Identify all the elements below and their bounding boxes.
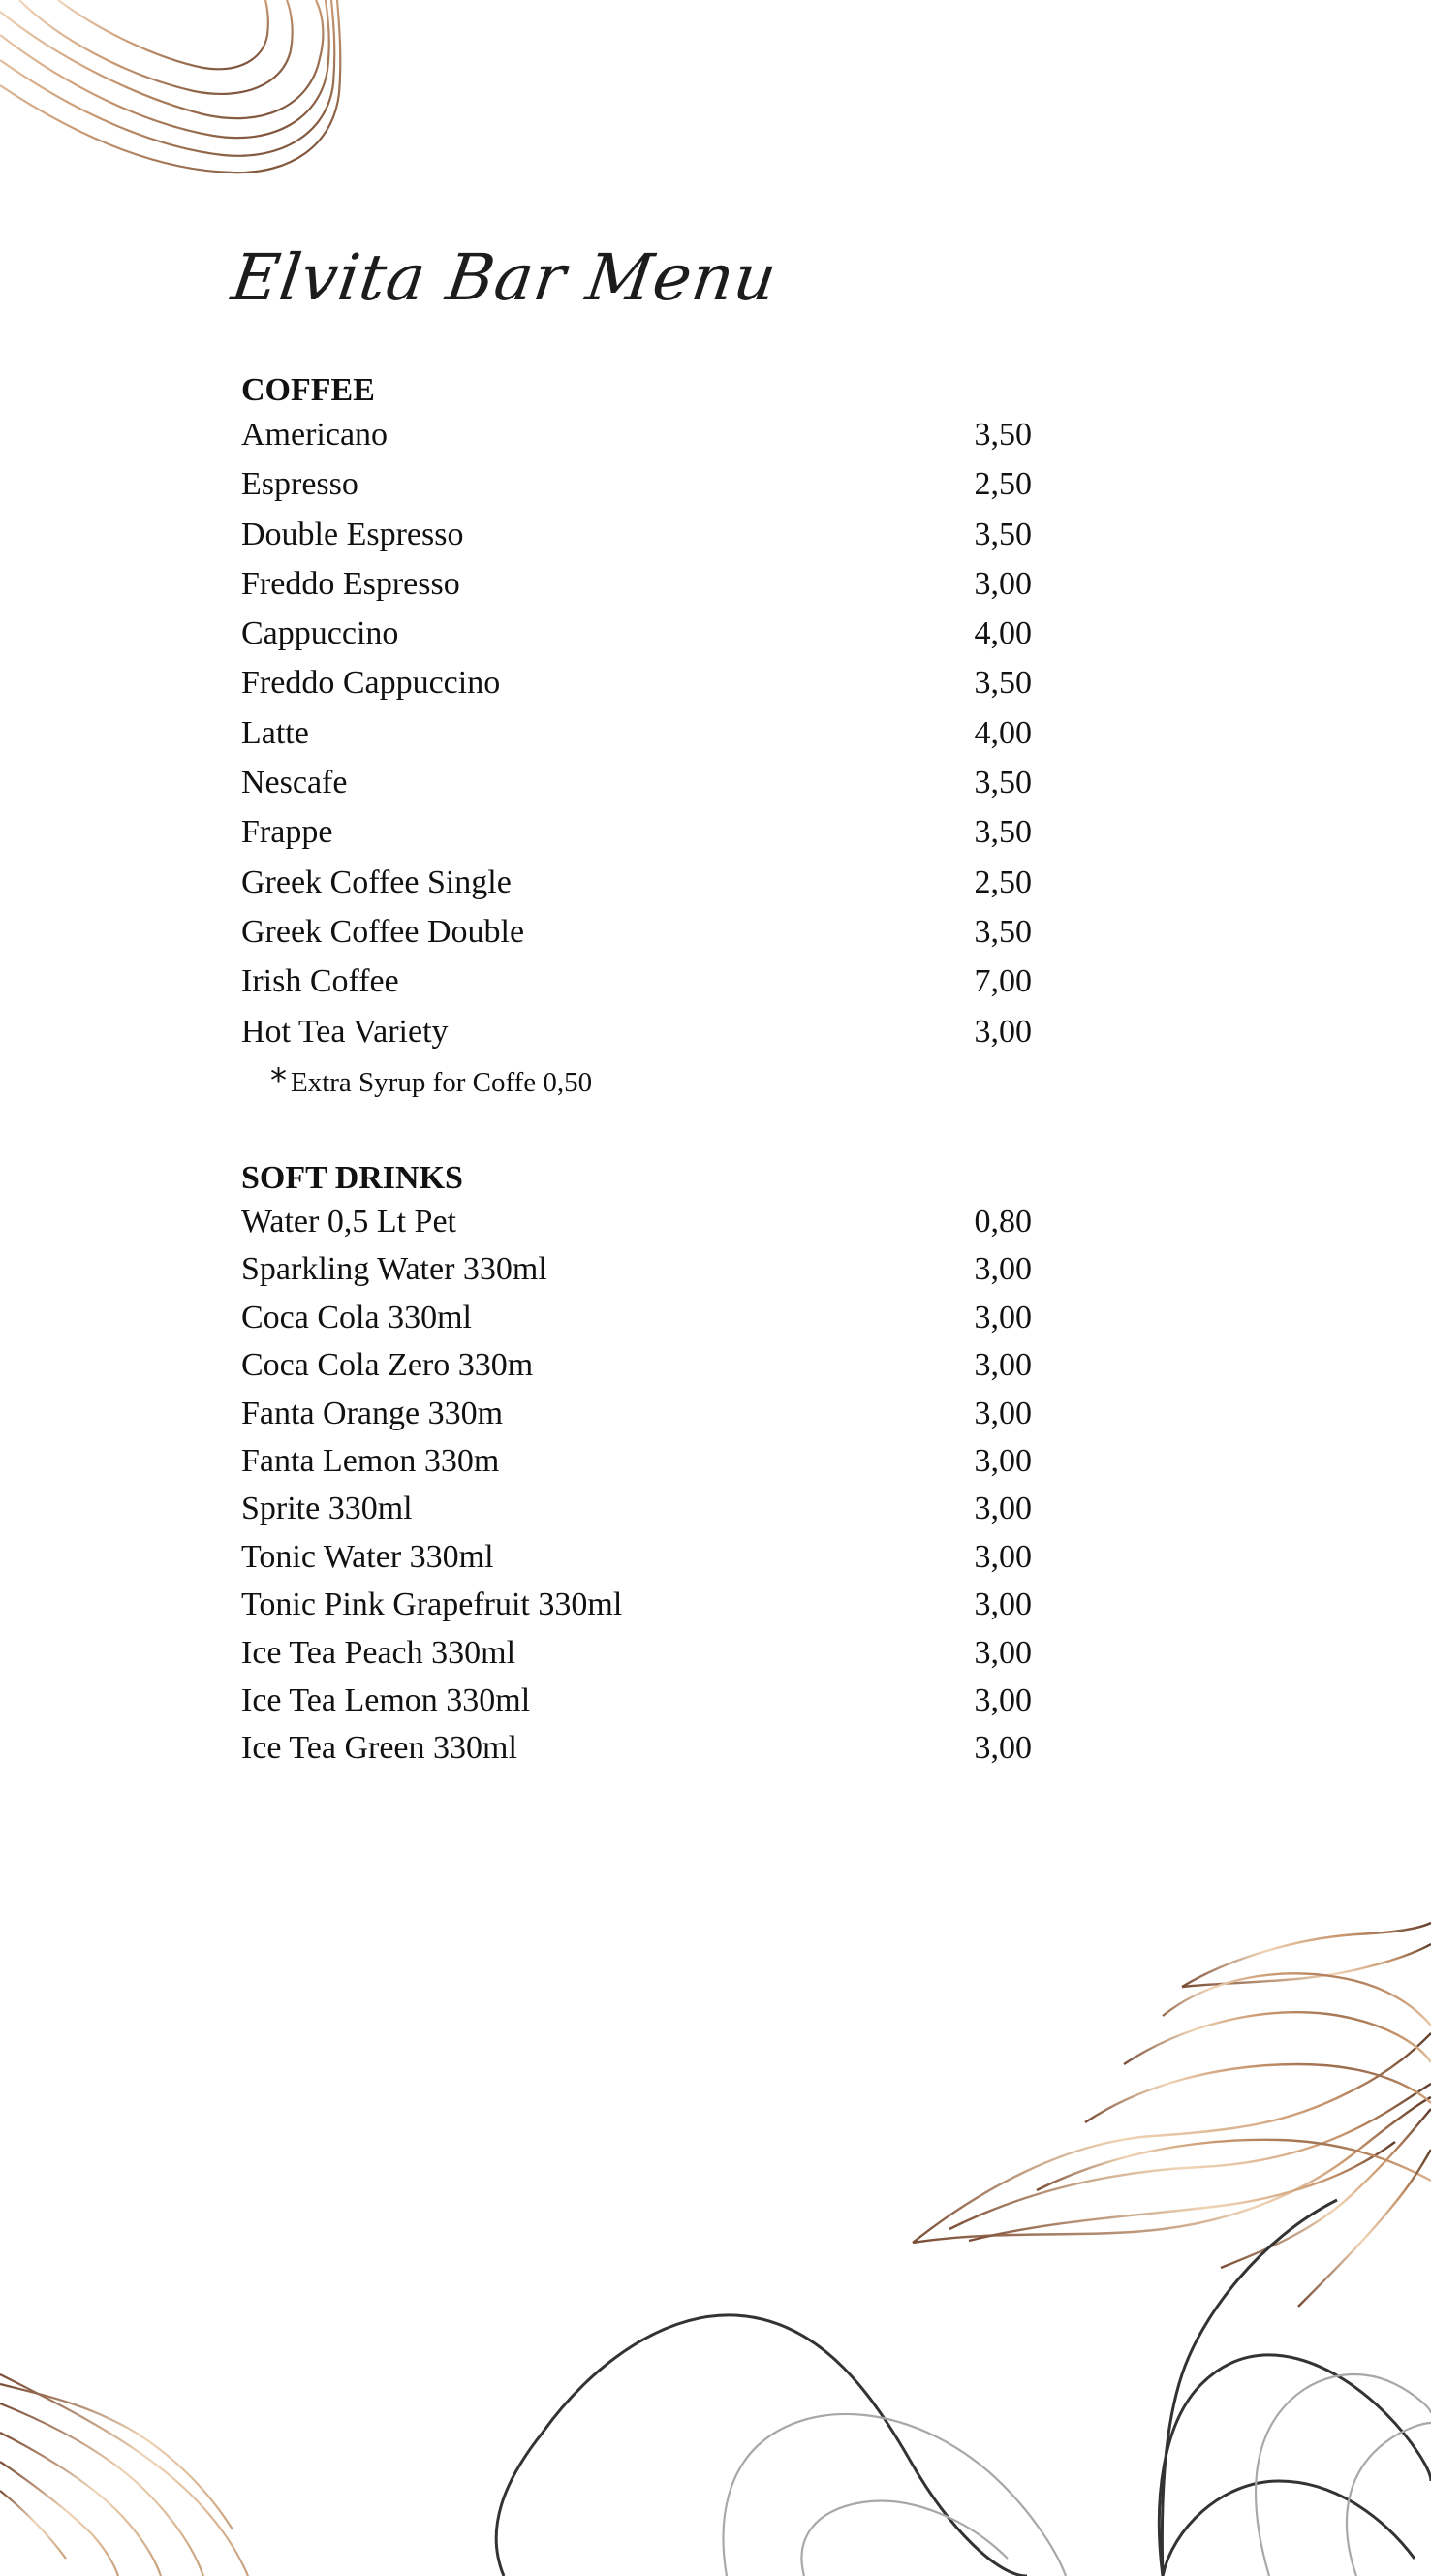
decorative-leaf-top-left (0, 0, 349, 184)
item-price: 3,00 (974, 1730, 1032, 1767)
menu-item (241, 1581, 1032, 1628)
item-price: 4,00 (974, 615, 1032, 652)
menu-item (241, 1437, 1032, 1485)
menu-item (241, 1533, 1032, 1581)
menu-item (241, 1341, 1032, 1389)
menu-item (241, 658, 1032, 707)
coffee-note (241, 1056, 1032, 1107)
soft-drinks-list (241, 1198, 1032, 1773)
menu-item (241, 1390, 1032, 1437)
asterisk-icon: * (270, 1060, 287, 1100)
item-name: Cappuccino (241, 615, 399, 652)
item-price: 0,80 (974, 1204, 1032, 1240)
soft-drinks-heading: SOFT DRINKS (241, 1160, 463, 1196)
menu-item (241, 559, 1032, 609)
menu-item (241, 1629, 1032, 1677)
item-name: Sparkling Water 330ml (241, 1251, 547, 1288)
item-price: 7,00 (974, 963, 1032, 1000)
menu-item (241, 858, 1032, 907)
menu-item (241, 957, 1032, 1006)
item-name: Hot Tea Variety (241, 1013, 449, 1050)
item-price: 3,50 (974, 814, 1032, 851)
menu-item (241, 907, 1032, 957)
item-name: Coca Cola Zero 330m (241, 1347, 534, 1384)
item-price: 3,00 (974, 1347, 1032, 1384)
item-name: Coca Cola 330ml (241, 1299, 472, 1335)
item-price: 2,50 (974, 466, 1032, 503)
decorative-leaf-bottom-left (0, 2365, 262, 2576)
item-price: 4,00 (974, 714, 1032, 751)
menu-item (241, 1294, 1032, 1341)
item-price: 3,50 (974, 665, 1032, 702)
menu-title: Elvita Bar Menu (227, 240, 782, 315)
menu-item (241, 807, 1032, 857)
menu-item (241, 459, 1032, 509)
item-name: Ice Tea Green 330ml (241, 1730, 517, 1767)
item-name: Fanta Orange 330m (241, 1395, 504, 1431)
item-name: Espresso (241, 466, 358, 503)
item-name: Latte (241, 714, 309, 751)
item-name: Fanta Lemon 330m (241, 1442, 500, 1479)
item-price: 3,00 (974, 1299, 1032, 1335)
item-name: Tonic Water 330ml (241, 1538, 494, 1575)
menu-item (241, 708, 1032, 758)
menu-item (241, 609, 1032, 658)
coffee-note-text: Extra Syrup for Coffe 0,50 (291, 1066, 593, 1098)
decorative-line-art-bottom (484, 2190, 1431, 2576)
coffee-heading: COFFEE (241, 372, 375, 408)
item-price: 3,00 (974, 1586, 1032, 1623)
item-name: Irish Coffee (241, 963, 399, 1000)
item-price: 3,00 (974, 1681, 1032, 1718)
soft-drinks-section (241, 1159, 1032, 1773)
item-price: 3,00 (974, 565, 1032, 602)
item-price: 3,00 (974, 1538, 1032, 1575)
menu-item (241, 758, 1032, 807)
item-price: 3,00 (974, 1251, 1032, 1288)
item-name: Greek Coffee Double (241, 913, 525, 950)
item-price: 3,50 (974, 516, 1032, 552)
menu-item (241, 1007, 1032, 1056)
item-name: Frappe (241, 814, 333, 851)
coffee-list (241, 410, 1032, 1056)
menu-item (241, 1485, 1032, 1532)
item-name: Sprite 330ml (241, 1491, 413, 1527)
item-price: 3,00 (974, 1634, 1032, 1671)
item-price: 3,50 (974, 417, 1032, 453)
decorative-leaves-bottom-right (891, 1900, 1431, 2345)
coffee-section (241, 371, 1032, 1107)
menu-item (241, 1724, 1032, 1772)
menu-item (241, 1245, 1032, 1293)
item-price: 3,00 (974, 1491, 1032, 1527)
item-name: Freddo Espresso (241, 565, 460, 602)
item-price: 3,00 (974, 1013, 1032, 1050)
menu-item (241, 1198, 1032, 1245)
menu-item (241, 510, 1032, 559)
item-name: Tonic Pink Grapefruit 330ml (241, 1586, 623, 1623)
item-price: 3,00 (974, 1442, 1032, 1479)
item-name: Nescafe (241, 765, 348, 801)
item-name: Ice Tea Peach 330ml (241, 1634, 516, 1671)
item-price: 3,50 (974, 913, 1032, 950)
item-name: Double Espresso (241, 516, 464, 552)
item-name: Water 0,5 Lt Pet (241, 1204, 456, 1240)
item-name: Freddo Cappuccino (241, 665, 501, 702)
menu-item (241, 410, 1032, 459)
menu-item (241, 1677, 1032, 1724)
item-price: 2,50 (974, 864, 1032, 900)
item-price: 3,50 (974, 765, 1032, 801)
item-name: Americano (241, 417, 389, 453)
item-name: Greek Coffee Single (241, 864, 512, 900)
item-price: 3,00 (974, 1395, 1032, 1431)
item-name: Ice Tea Lemon 330ml (241, 1681, 531, 1718)
